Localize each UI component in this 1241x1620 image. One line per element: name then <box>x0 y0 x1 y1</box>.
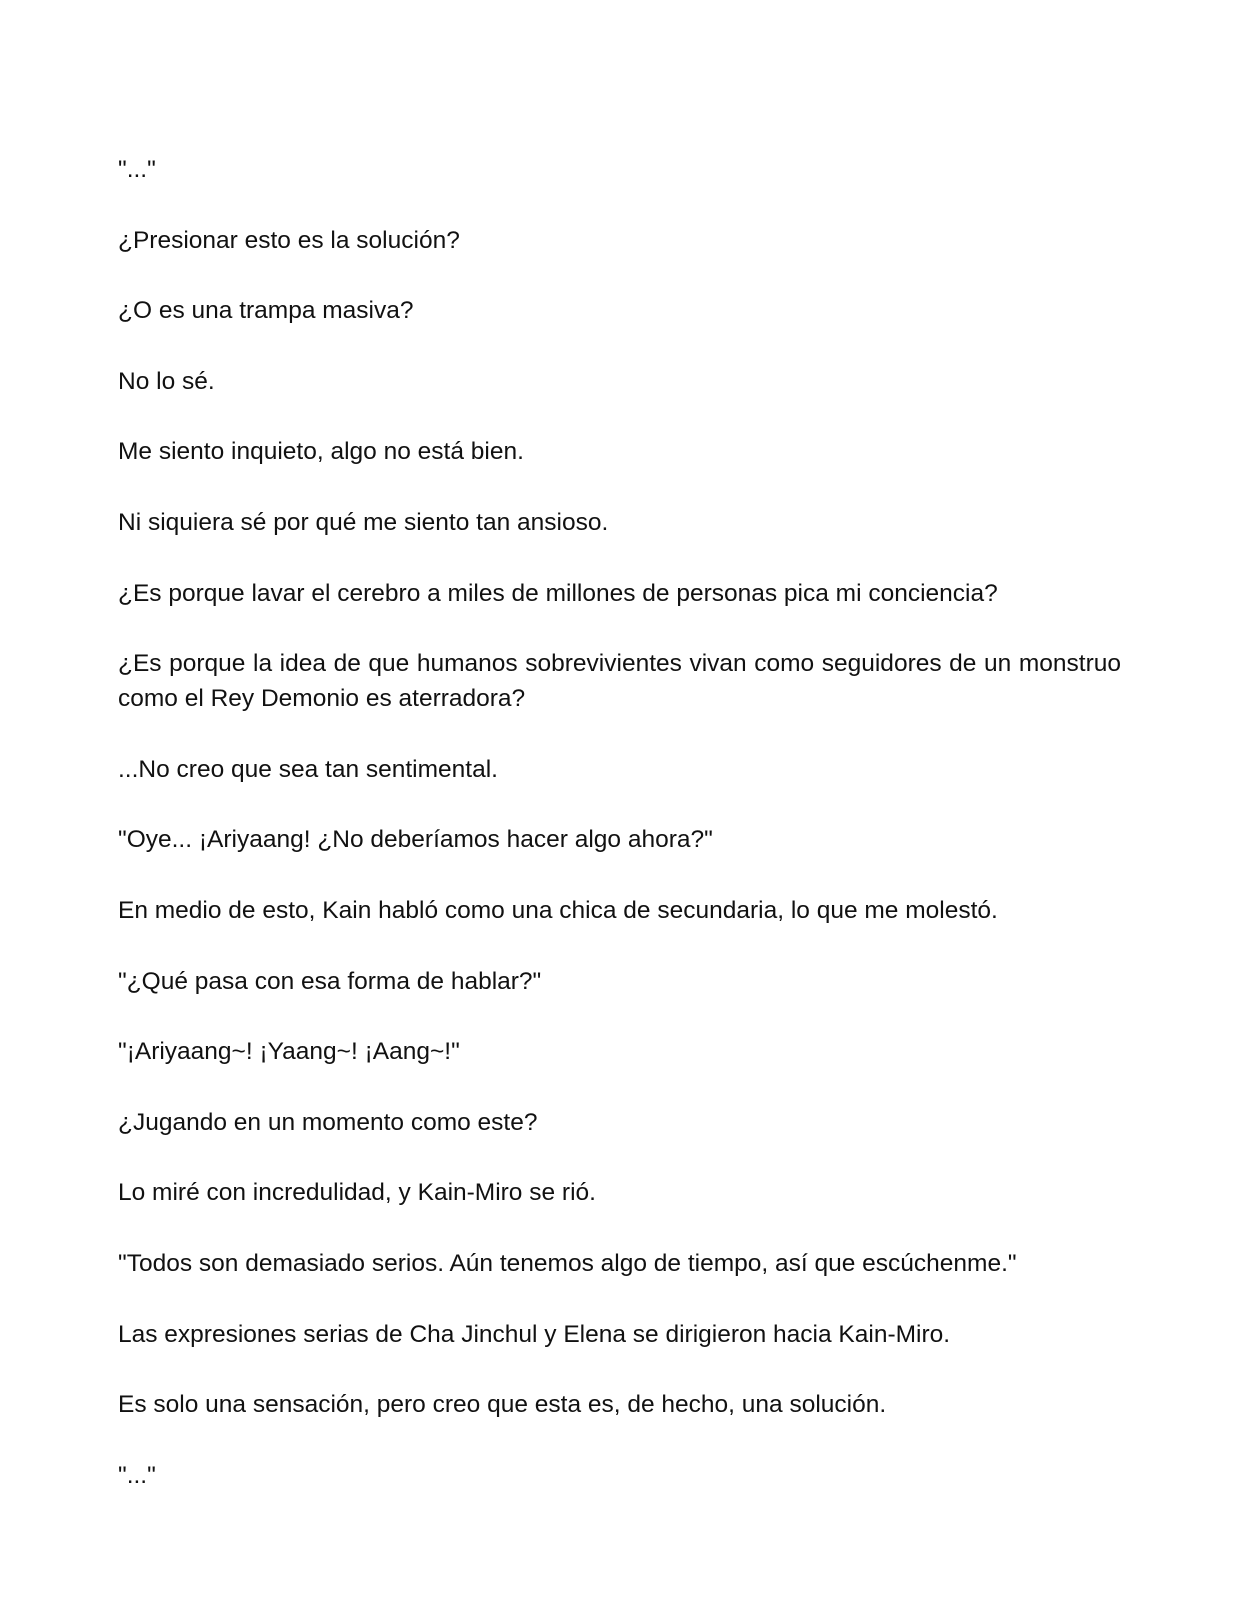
paragraph: "..." <box>118 1461 156 1489</box>
paragraph: Me siento inquieto, algo no está bien. <box>118 438 524 466</box>
paragraph: Las expresiones serias de Cha Jinchul y Elena se dirigieron hacia Kain-Miro. <box>118 1320 951 1348</box>
paragraph: ¿Es porque lavar el cerebro a miles de millones de personas pica mi conciencia? <box>118 579 998 607</box>
paragraph: "¡Ariyaang~! ¡Yaang~! ¡Aang~!" <box>118 1038 460 1066</box>
paragraph: En medio de esto, Kain habló como una chica de secundaria, lo que me molestó. <box>118 896 998 924</box>
paragraph: ¿O es una trampa masiva? <box>118 297 414 325</box>
paragraph: "..." <box>118 156 156 183</box>
paragraph: "¿Qué pasa con esa forma de hablar?" <box>118 967 542 995</box>
paragraph: ¿Es porque la idea de que humanos sobrevivientes vivan como seguidores de un monstruo como el Rey Demonio es aterradora? <box>118 650 1121 713</box>
paragraph: Es solo una sensación, pero creo que esta es, de hecho, una solución. <box>118 1391 887 1419</box>
paragraph: ¿Jugando en un momento como este? <box>118 1108 538 1136</box>
document-body <box>118 152 1121 1493</box>
paragraph: "Oye... ¡Ariyaang! ¿No deberíamos hacer algo ahora?" <box>118 826 713 854</box>
paragraph: ...No creo que sea tan sentimental. <box>118 755 498 783</box>
paragraph: Ni siquiera sé por qué me siento tan ansioso. <box>118 508 609 536</box>
paragraph: Lo miré con incredulidad, y Kain-Miro se rió. <box>118 1179 596 1207</box>
paragraph: ¿Presionar esto es la solución? <box>118 226 460 254</box>
paragraph: No lo sé. <box>118 367 215 395</box>
paragraph: "Todos son demasiado serios. Aún tenemos algo de tiempo, así que escúchenme." <box>118 1249 1017 1277</box>
